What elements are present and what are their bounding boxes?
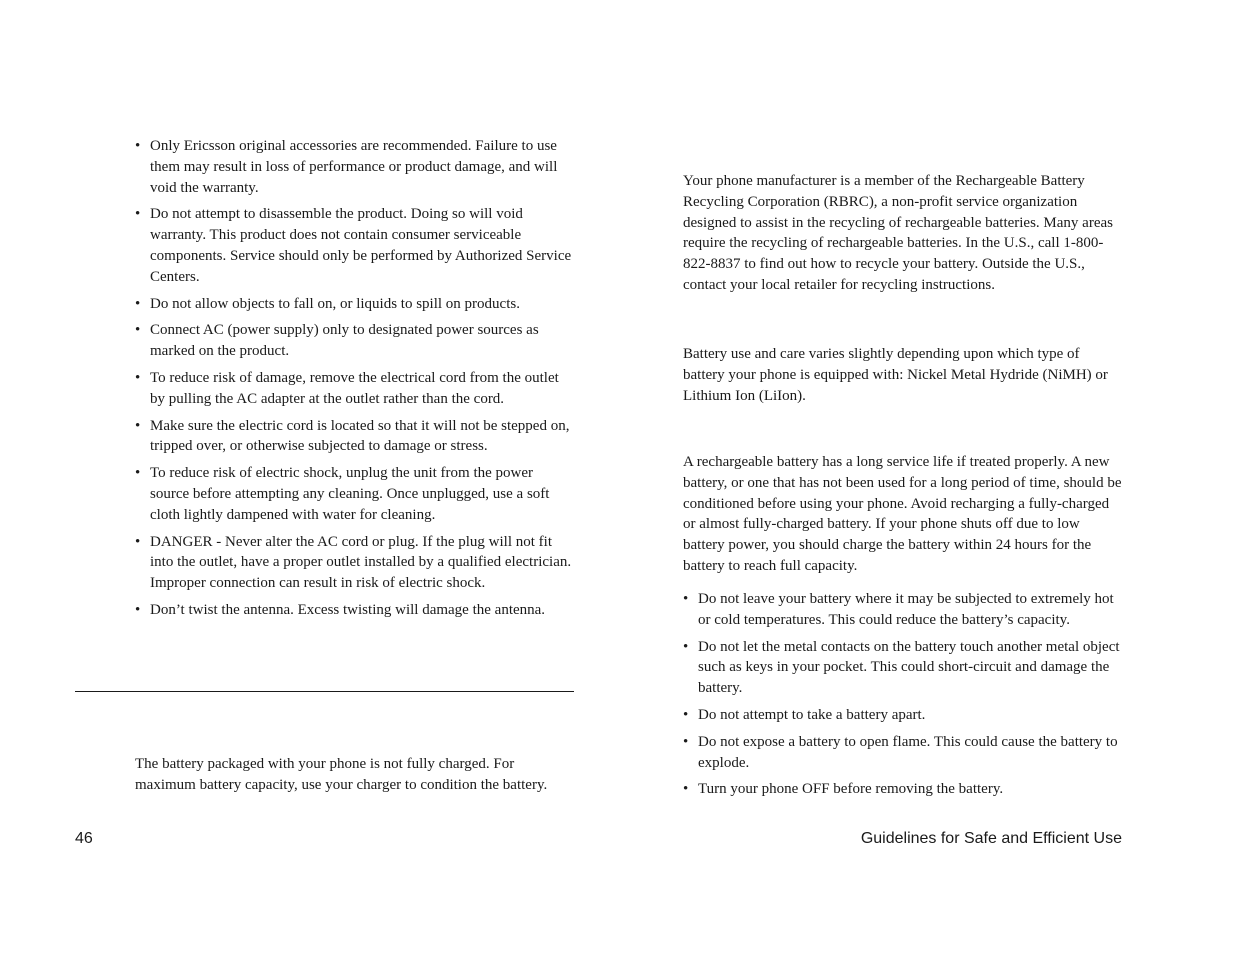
battery-charge-paragraph: The battery packaged with your phone is not fully charged. For maximum battery capacity, use your charger to condition the battery. — [135, 756, 548, 793]
safety-bullet-list — [135, 136, 575, 621]
page-number: 46 — [75, 830, 93, 847]
list-item: • Do not let the metal contacts on the battery touch another metal object such as keys in your pocket. This could short-circuit and damage the battery. — [683, 637, 1123, 699]
list-item: • Only Ericsson original accessories are recommended. Failure to use them may result in loss of performance or product damage, and will void the warranty. — [135, 136, 575, 198]
battery-care-paragraph: A rechargeable battery has a long service life if treated properly. A new battery, or one that has not been used for a long period of time, should be conditioned before using your phone. Avoid recharging a fully-charged or almost fully-charged battery. If your phone shuts off due to low battery power, you should charge the battery within 24 hours for the battery to reach full capacity. — [683, 454, 1122, 574]
list-item: • Do not leave your battery where it may be subjected to extremely hot or cold temperatures. This could reduce the battery’s capacity. — [683, 589, 1123, 631]
recycling-paragraph: Your phone manufacturer is a member of the Rechargeable Battery Recycling Corporation (RBRC), a non-profit service organization designed to assist in the recycling of rechargeable batteries. Many areas require the recycling of rechargeable batteries. In the U.S., call 1-800-822-8837 to find out how to recycle your battery. Outside the U.S., contact your local retailer for recycling instructions. — [683, 173, 1113, 293]
list-item: • Turn your phone OFF before removing the battery. — [683, 779, 1123, 800]
list-item: • Don’t twist the antenna. Excess twisting will damage the antenna. — [135, 600, 575, 621]
list-item: • Do not allow objects to fall on, or liquids to spill on products. — [135, 294, 575, 315]
list-item: • Do not attempt to take a battery apart. — [683, 705, 1123, 726]
list-item: • Do not attempt to disassemble the product. Doing so will void warranty. This product does not contain consumer serviceable components. Service should only be performed by Authorized Service Centers. — [135, 204, 575, 287]
list-item: • Connect AC (power supply) only to designated power sources as marked on the product. — [135, 320, 575, 362]
list-item: • Make sure the electric cord is located so that it will not be stepped on, tripped over, or otherwise subjected to damage or stress. — [135, 416, 575, 458]
right-battery-list — [683, 589, 1123, 800]
battery-type-paragraph: Battery use and care varies slightly depending upon which type of battery your phone is equipped with: Nickel Metal Hydride (NiMH) or Lithium Ion (LiIon). — [683, 346, 1108, 404]
section-divider — [75, 691, 574, 692]
list-item: • To reduce risk of electric shock, unplug the unit from the power source before attempting any cleaning. Once unplugged, use a soft cloth lightly dampened with water for cleaning. — [135, 463, 575, 525]
left-safety-list — [135, 136, 575, 621]
battery-bullet-list — [683, 589, 1123, 800]
list-item: • To reduce risk of damage, remove the electrical cord from the outlet by pulling the AC adapter at the outlet rather than the cord. — [135, 368, 575, 410]
list-item: • Do not expose a battery to open flame. This could cause the battery to explode. — [683, 732, 1123, 774]
running-footer-title: Guidelines for Safe and Efficient Use — [860, 830, 1122, 847]
list-item: • DANGER - Never alter the AC cord or plug. If the plug will not fit into the outlet, have a proper outlet installed by a qualified electrician. Improper connection can result in risk of electric shock. — [135, 532, 575, 594]
